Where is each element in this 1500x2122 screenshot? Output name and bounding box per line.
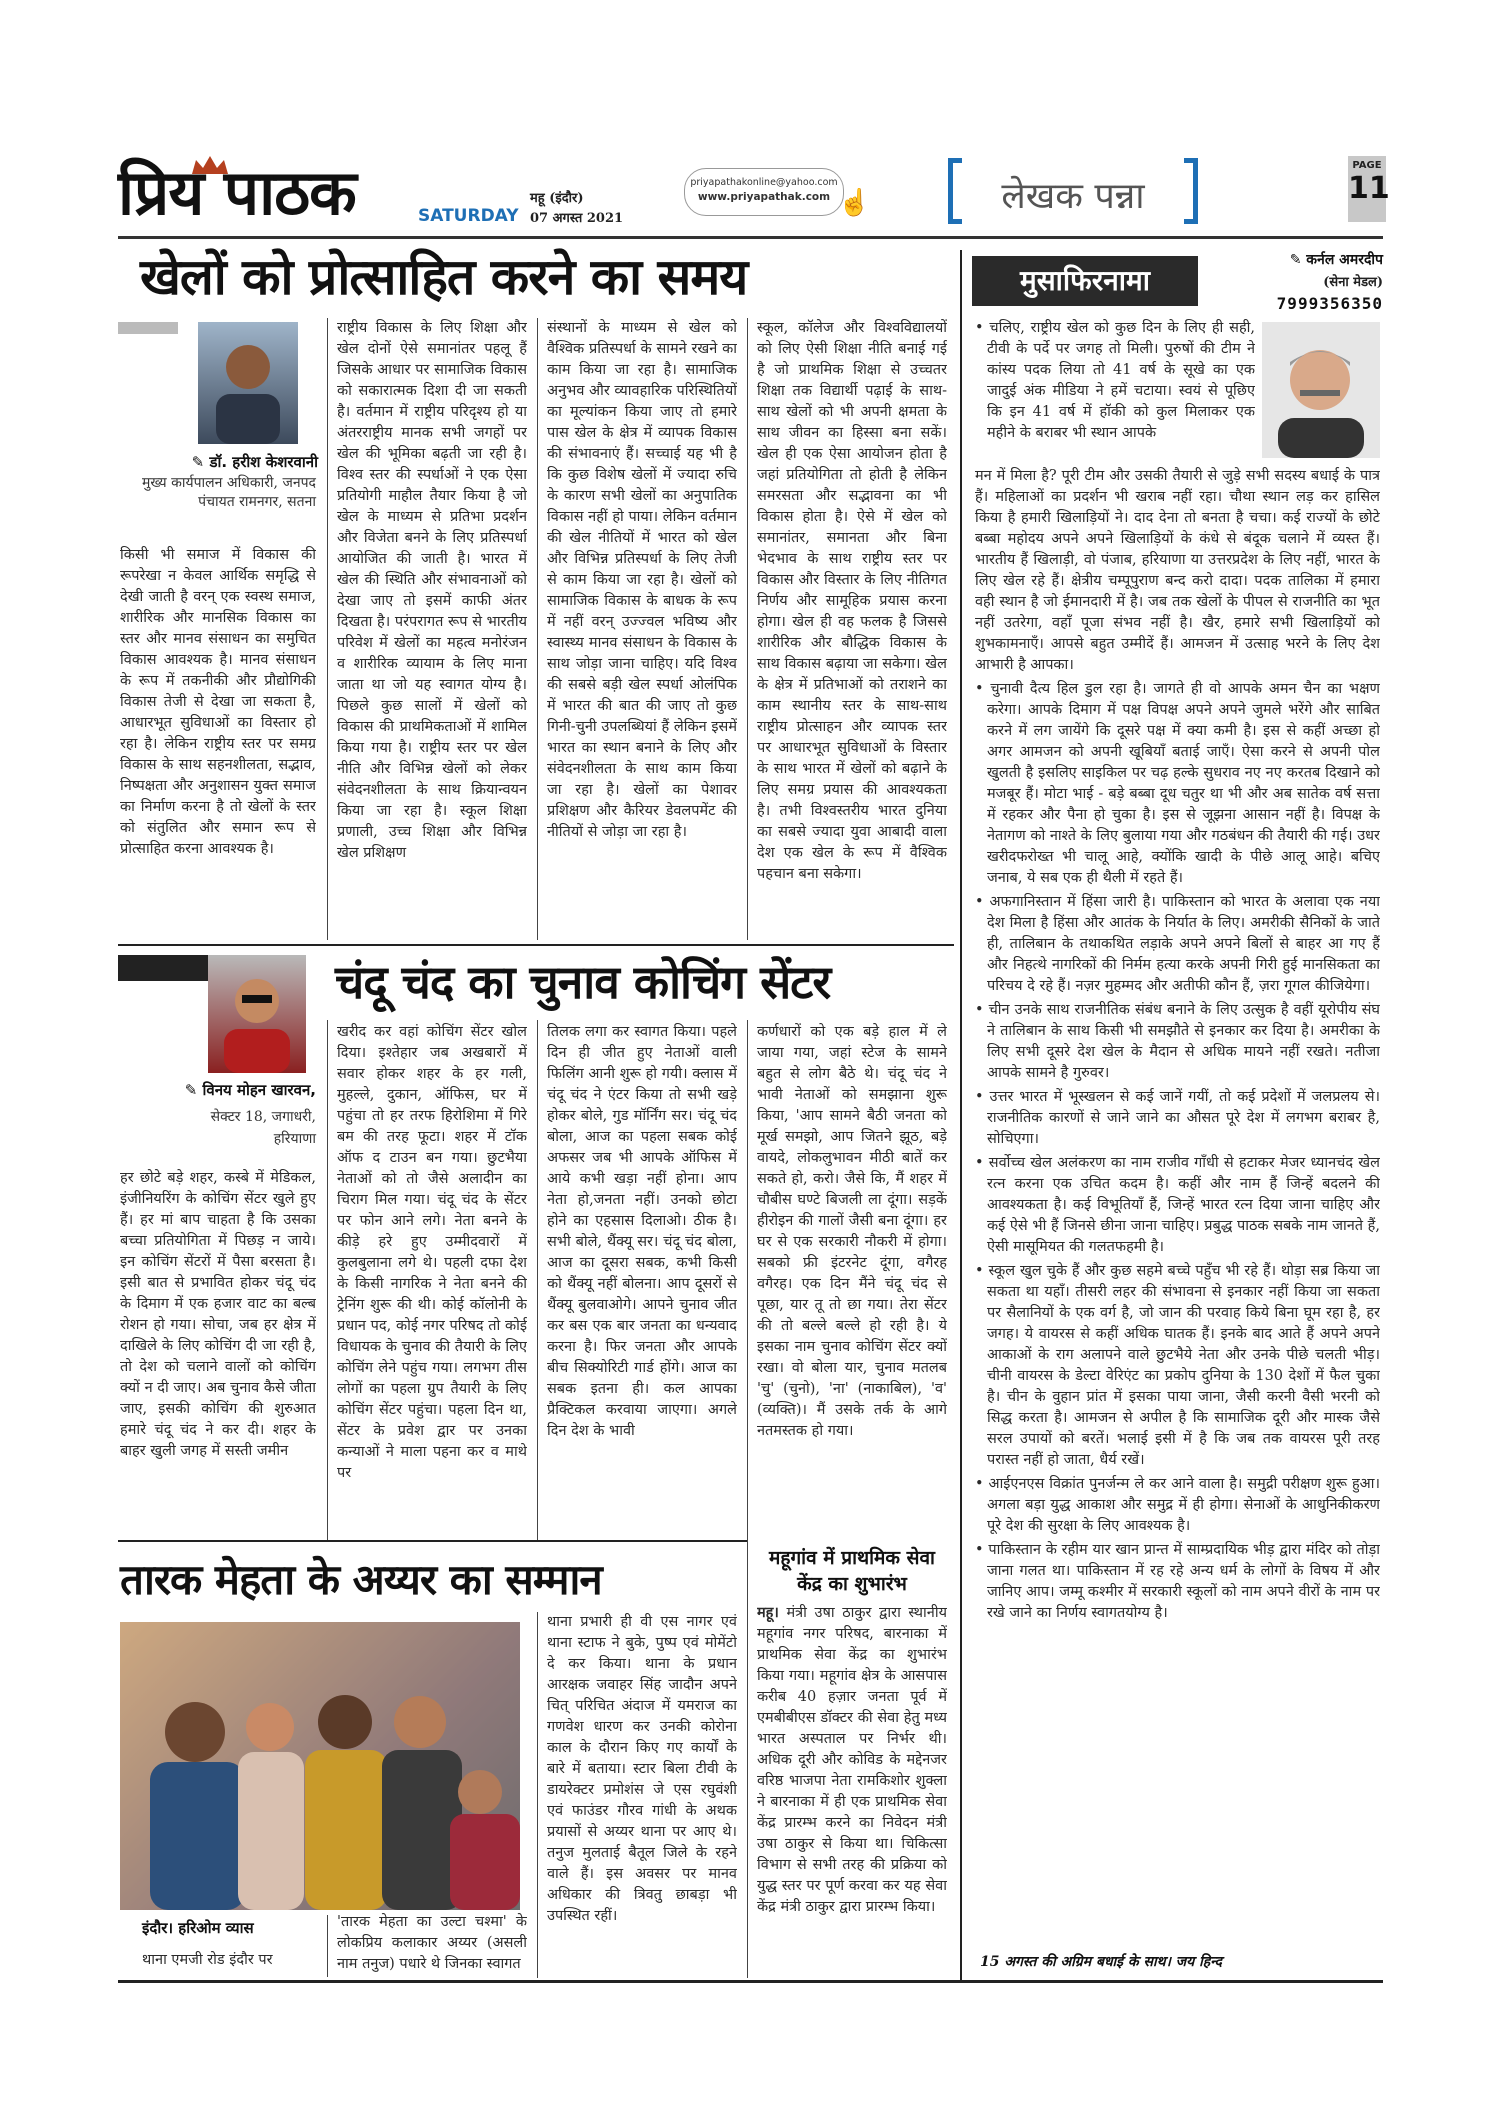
article1-col4 [757, 318, 947, 938]
article2-col4 [757, 1022, 947, 1538]
article4-headline [757, 1545, 947, 1597]
divider [327, 1020, 328, 1540]
column-author-note: (सेना मेडल) [1323, 275, 1383, 290]
divider [960, 250, 962, 1980]
article2-col4-text: कर्णधारों को एक बड़े हाल में ले जाया गया, जहां स्टेज के सामने बहुत से लोग बैठे थे। चंदू चंद ने भावी नेताओं को समझाना शुरू किया, 'आप सामने बैठी जनता को मूर्ख समझो, आप जितने झूठ, बड़े वायदे, लोकलुभावन मीठी बातें कर सकते हो, करो। जैसे कि, मैं शहर में चौबीस घण्टे बिजली ला दूंगा। सड़कें हीरोइन की गालों जैसी बना दूंगा। हर घर से एक सरकारी नौकरी में होगा। सबको फ्री इंटरनेट दूंगा, वगैरह वगैरह। एक दिन मैंने चंदू चंद से पूछा, यार तू तो छा गया। तेरा सेंटर की तो बल्ले बल्ले हो रही है। ये इसका नाम चुनाव कोचिंग सेंटर क्यों रखा। वो बोला यार, चुनाव मतलब 'चु' (चुनो), 'ना' (नाकाबिल), 'व' (व्यक्ति)। मैं उसके तर्क के आगे नतमस्तक हो गया। [757, 1024, 947, 1439]
section-title: लेखक पन्ना [1001, 176, 1145, 217]
page-number: 11 [1348, 171, 1390, 206]
article2-col3 [547, 1022, 737, 1538]
article2-author-bar [118, 955, 208, 981]
article1-col1 [120, 545, 316, 937]
article2-author-desc: सेक्टर 18, जगाधरी, हरियाणा [210, 1109, 316, 1147]
pen-icon: ✎ [191, 453, 210, 471]
article3-col2 [337, 1912, 527, 1976]
article2-col2 [337, 1022, 527, 1538]
date-label: 07 अगस्त 2021 [530, 211, 624, 226]
article3-col1-end [142, 1950, 327, 1974]
column-bullet-3: • चीन उनके साथ राजनीतिक संबंध बनाने के लिए उत्सुक है वहीं यूरोपीय संघ ने तालिबान के साथ किसी भी समझौते से इनकार कर दिया है। अमरीका के लिए सभी दूसरे देश खेल के मैदान से अधिक मायने नहीं रखते। नतीजा आपके सामने है गुरुवर। [975, 1002, 1380, 1081]
website-link[interactable]: www.priyapathak.com [697, 191, 831, 203]
email-text: priyapathakonline@yahoo.com [690, 177, 838, 188]
column-bullets [975, 466, 1380, 1946]
column-author-text: कर्नल अमरदीप [1306, 252, 1383, 268]
hand-cursor-icon: ☝ [838, 188, 871, 218]
article4-body-text: मंत्री उषा ठाकुर द्वारा स्थानीय महूगांव नगर परिषद, बारनाका में प्राथमिक सेवा केंद्र का शुभारंभ किया गया। महूगांव क्षेत्र के आसपास करीब 40 हज़ार जनता पूर्व में एमबीबीएस डॉक्टर की सेवा हेतु मध्य भारत अस्पताल पर निर्भर थी। अधिक दूरी और कोविड के मद्देनजर वरिष्ठ भाजपा नेता रामकिशोर शुक्ला ने बारनाका में ही एक प्राथमिक सेवा केंद्र प्रारम्भ करने का निवेदन मंत्री उषा ठाकुर से किया था। चिकित्सा विभाग से सभी तरह की प्रक्रिया को युद्ध स्तर पर पूर्ण करवा कर यह सेवा केंद्र मंत्री ठाकुर द्वारा प्रारम्भ किया। [757, 1605, 947, 1915]
masthead [118, 148, 1390, 238]
article1-col4-text: स्कूल, कॉलेज और विश्वविद्यालयों को लिए ऐसी शिक्षा नीति बनाई गई है जो प्राथमिक शिक्षा से उच्चतर शिक्षा तक विद्यार्थी पढ़ाई के साथ-साथ खेलों को भी अपनी क्षमता के साथ जीवन का हिस्सा बना सकें। खेल ही एक ऐसा आयोजन होता है जहां प्रतियोगिता तो होती है लेकिन समरसता और सद्भावना का भी विकास होता है। ऐसे में खेल को समानांतर, समानता और बिना भेदभाव के साथ राष्ट्रीय स्तर पर विकास और विस्तार के लिए नीतिगत निर्णय और सामूहिक प्रयास करना होगा। खेल ही वह फलक है जिससे शारीरिक और बौद्धिक विकास के साथ विकास बढ़ाया जा सकेगा। खेल के क्षेत्र में प्रतिभाओं को तराशने का काम स्थानीय स्तर के साथ-साथ राष्ट्रीय प्रोत्साहन और व्यापक स्तर पर आधारभूत सुविधाओं के विस्तार के साथ भारत में खेलों को बढ़ाने के लिए समग्र प्रयास की आवश्यकता है। तभी विश्वस्तरीय भारत दुनिया का सबसे ज्यादा युवा आबादी वाला देश एक खेल के रूप में वैश्विक पहचान बना सकेगा। [757, 320, 947, 882]
article4-headline-line1: महूगांव में प्राथमिक सेवा [769, 1547, 935, 1569]
column-bullet-text: मन में मिला है? पूरी टीम और उसकी तैयारी से जुड़े सभी सदस्य बधाई के पात्र हैं। महिलाओं का प्रदर्शन भी खराब नहीं रहा। चौथा स्थान लड़ कर हासिल किया है हमारी खिलाड़ियों ने। दाद देना तो बनता है चचा। कई राज्यों के छोटे बब्बा महोदय अपने अपने खिलाड़ियों के कंधे से बंदूक चलाने में व्यस्त हैं। भारतीय हैं खिलाड़ी, वो पंजाब, हरियाणा या उत्तरप्रदेश के लिए नहीं, भारत के लिए खेल रहे हैं। क्षेत्रीय चम्पूपुराण बन्द करो दादा। पदक तालिका में हमारा वही स्थान है जो ईमानदारी में है। जब तक खेलों के पीपल से राजनीति का भूत नहीं उतरेगा, वहाँ पूजा संभव नहीं है। खैर, हमारे सभी खिलाड़ियों को शुभकामनाएँ। आपसे बहुत उम्मीदें हैं। आमजन में उत्साह भरने के लिए देश आभारी है आपका। [975, 468, 1380, 673]
article1-col1-text: किसी भी समाज में विकास की रूपरेखा न केवल आर्थिक समृद्धि से देखी जाती है वरन् एक स्वस्थ समाज, शारीरिक और मानसिक विकास का स्तर और मानव संसाधन का समुचित विकास आवश्यक है। मानव संसाधन के रूप में तकनीकी और प्रौद्योगिकी विकास तेजी से देखा जा सकता है, आधारभूत सुविधाओं का विस्तार हो रहा है। लेकिन राष्ट्रीय स्तर पर समग्र विकास के साथ सहनशीलता, सद्भाव, निष्पक्षता और अनुशासन युक्त समाज का निर्माण करना है तो खेलों के स्तर को संतुलित और समान रूप से प्रोत्साहित करना आवश्यक है। [120, 547, 316, 857]
masthead-rule [118, 236, 1383, 239]
column-title-box [972, 256, 1198, 306]
column-bullet-text: चुनावी दैत्य हिल डुल रहा है। जागते ही वो आपके अमन चैन का भक्षण करेगा। आपके दिमाग में पक्ष विपक्ष अपने अपने जुमले भरेंगे और साबित करने में लग जायेंगे कि दूसरे पक्ष में क्या कमी है। इस से कहीं अच्छा हो अगर आमजन को अपनी खूबियाँ बताई जाएँ। ऐसा करने से अपनी पोल खुलती है इसलिए साइकिल पर चढ़ हल्के सुधराव नए नए करतब दिखाने को मजबूर हैं। मोटा भाई - बड़े बब्बा दूध चतुर था भी और अब सातेक वर्ष सत्ता में रहकर और पैना हो चुका है। इस से जूझना आसान नहीं है। विपक्ष के नेतागण को नाश्ते के लिए बुलाया गया और गठबंधन की तैयारी की गई। उधर खरीदफरोख्त भी चालू आहे, क्योंकि खादी के पीछे आलू आहे। बचिए जनाब, ये सब एक ही थैली में रहते हैं। [987, 681, 1380, 886]
column-bullet-text: स्कूल खुल चुके हैं और कुछ सहमे बच्चे पहुँच भी रहे हैं। थोड़ा सब्र किया जा सकता था यहाँ। तीसरी लहर की संभावना से इनकार नहीं किया जा सकता पर सैलानियों के एक वर्ग है, जो जान की परवाह किये बिना घूम रहा है, हर जगह। ये वायरस से कहीं अधिक घातक हैं। इनके बाद आते हैं अपने अपने आकाओं के राग अलापने वाले छुटभैये नेता और उनके पीछे चलती भीड़। चीनी वायरस के डेल्टा वेरिएंट का प्रकोप दुनिया के 130 देशों में फैल चुका है। चीन के वुहान प्रांत में इसका पाया जाना, जैसी करनी वैसी भरनी को सिद्ध करता है। आमजन से अपील है कि सामाजिक दूरी और मास्क जैसे सरल उपायों को बरतें। भलाई इसी में है कि जब तक वायरस पूरी तरह परास्त नहीं हो जाता, धैर्य रखें। [987, 1263, 1380, 1468]
article2-author-text: विनय मोहन खारवन, [202, 1081, 316, 1099]
page-number-box [1348, 156, 1390, 222]
column-author-photo [1262, 322, 1380, 458]
column-intro-text: • चलिए, राष्ट्रीय खेल को कुछ दिन के लिए ही सही, टीवी के पर्दे पर जगह तो मिली। पुरुषों की टीम ने कांस्य पदक लिया तो 41 वर्ष के सूखे का एक जादुई अंक मीडिया ने हमें चटाया। स्वयं से पूछिए कि इन 41 वर्ष में हॉकी को कुल मिलाकर एक महीने के बराबर भी स्थान आपके [975, 320, 1255, 441]
column-bullet-text: सर्वोच्च खेल अलंकरण का नाम राजीव गाँधी से हटाकर मेजर ध्यानचंद खेल रत्न करना एक उचित कदम है। कहीं और नाम हैं जिन्हें बदलने की आवश्यकता है। कई विभूतियाँ हैं, जिन्हें भारत रत्न दिया जाना चाहिए और कई ऐसे भी हैं जिनसे छीना जाना चाहिए। प्रबुद्ध पाठक सबके नाम जानते हैं, ऐसी मासूमियत की गलतफहमी है। [987, 1155, 1380, 1255]
article3-headline: तारक मेहता के अय्यर का सम्मान [120, 1555, 602, 1604]
article3-col2-text: 'तारक मेहता का उल्टा चश्मा' के लोकप्रिय कलाकार अय्यर (असली नाम तनुज) पधारे थे जिनका स्वागत [337, 1914, 527, 1972]
article2-col3-text: तिलक लगा कर स्वागत किया। पहले दिन ही जीत हुए नेताओं वाली फिलिंग आनी शुरू हो गयी। क्लास में चंदू चंद ने एंटर किया तो सभी खड़े होकर बोले, गुड मॉर्निंग सर। चंदू चंद बोला, आज का पहला सबक कोई अफसर जब भी आपके ऑफिस में आये कभी खड़ा नहीं होना। आप नेता हो,जनता नहीं। उनको छोटा होने का एहसास दिलाओ। ठीक है। सभी बोले, थैंक्यू सर। चंदू चंद बोला, आज का दूसरा सबक, कभी किसी को थैंक्यू नहीं बोलना। आप दूसरों से थैंक्यू बुलवाओगे। आपने चुनाव जीत कर बस एक बार जनता का धन्यवाद करना है। फिर जनता और आपके बीच सिक्योरिटी गार्ड होंगे। आज का सबक इतना ही। कल आपका प्रैक्टिकल करवाया जाएगा। अगले दिन देश के भावी [547, 1024, 737, 1439]
divider [747, 1540, 748, 1978]
column-phone: 7999356350 [1276, 294, 1383, 313]
column-bullet-8: • पाकिस्तान के रहीम यार खान प्रान्त में साम्प्रदायिक भीड़ द्वारा मंदिर को तोड़ा जाना गलत था। पाकिस्तान में रह रहे अन्य धर्म के लोगों के विषय में और जानिए आप। जम्मू कश्मीर में सरकारी स्कूलों को नाम अपने वीरों के नाम पर रखे जाने का निर्णय स्वागतयोग्य है। [975, 1542, 1380, 1621]
column-bullet-text: आईएनएस विक्रांत पुनर्जन्म ले कर आने वाला है। समुद्री परीक्षण शुरू हुआ। अगला बड़ा युद्ध आकाश और समुद्र में ही होगा। सेनाओं के आधुनिकीकरण पूरे देश की सुरक्षा के लिए आवश्यक है। [987, 1476, 1380, 1534]
article2-headline: चंदू चंद का चुनाव कोचिंग सेंटर [335, 955, 831, 1009]
column-intro [975, 318, 1255, 468]
article1-author-name [148, 452, 318, 472]
divider [537, 1612, 538, 1978]
divider [327, 318, 328, 940]
divider [747, 1020, 748, 1540]
column-closing: 15 अगस्त की अग्रिम बधाई के साथ। जय हिन्द [980, 1954, 1222, 1970]
pen-icon: ✎ [184, 1081, 203, 1099]
section-title-box [948, 158, 1198, 226]
column-bullet-1: • चुनावी दैत्य हिल डुल रहा है। जागते ही वो आपके अमन चैन का भक्षण करेगा। आपके दिमाग में पक्ष विपक्ष अपने अपने जुमले भरेंगे और साबित करने में लग जायेंगे कि दूसरे पक्ष में क्या कमी है। इस से कहीं अच्छा हो अगर आमजन को अपनी खूबियाँ बताई जाएँ। ऐसा करने से अपनी पोल खुलती है इसलिए साइकिल पर चढ़ हल्के सुधराव नए नए करतब दिखाने को मजबूर हैं। मोटा भाई - बड़े बब्बा दूध चतुर था भी और अब सातेक वर्ष सत्ता में रहकर और पैना हो चुका है। इस से जूझना आसान नहीं है। विपक्ष के नेतागण को नाश्ते के लिए बुलाया गया और गठबंधन की तैयारी की गई। उधर खरीदफरोख्त भी चालू आहे, क्योंकि खादी के पीछे आलू आहे। बचिए जनाब, ये सब एक ही थैली में रहते हैं। [975, 681, 1380, 886]
column-bullet-text: अफगानिस्तान में हिंसा जारी है। पाकिस्तान को भारत के अलावा एक नया देश मिला है हिंसा और आतंक के निर्यात के लिए। अमरीकी सैनिकों के जाते ही, तालिबान के तथाकथित लड़ाके अपने अपने बिलों से बाहर आ गए हैं और निहत्थे नागरिकों की निर्मम हत्या करके अपनी गिरी हुई मानसिकता का परिचय दे रहे हैं। नज़र मुहम्मद और अतीफी कौन हैं, ज़रा गूगल कीजियेगा। [987, 894, 1380, 994]
article1-col2 [337, 318, 527, 938]
divider [537, 1020, 538, 1540]
article4-body [757, 1602, 947, 1978]
column-bullet-7: • आईएनएस विक्रांत पुनर्जन्म ले कर आने वाला है। समुद्री परीक्षण शुरू हुआ। अगला बड़ा युद्ध आकाश और समुद्र में ही होगा। सेनाओं के आधुनिकीकरण पूरे देश की सुरक्षा के लिए आवश्यक है। [975, 1476, 1380, 1534]
column-bullet-2: • अफगानिस्तान में हिंसा जारी है। पाकिस्तान को भारत के अलावा एक नया देश मिला है हिंसा और आतंक के निर्यात के लिए। अमरीकी सैनिकों के जाते ही, तालिबान के तथाकथित लड़ाके अपने अपने बिलों से बाहर आ गए हैं और निहत्थे नागरिकों की निर्मम हत्या करके अपनी गिरी हुई मानसिकता का परिचय दे रहे हैं। नज़र मुहम्मद और अतीफी कौन हैं, ज़रा गूगल कीजियेगा। [975, 894, 1380, 994]
column-bullet-text: पाकिस्तान के रहीम यार खान प्रान्त में साम्प्रदायिक भीड़ द्वारा मंदिर को तोड़ा जाना गलत था। पाकिस्तान में रह रहे अन्य धर्म के लोगों के विषय में और जानिए आप। जम्मू कश्मीर में सरकारी स्कूलों को नाम अपने वीरों के नाम पर रखे जाने का निर्णय स्वागतयोग्य है। [987, 1542, 1380, 1621]
article1-author-desc: मुख्य कार्यपालन अधिकारी, जनपद पंचायत रामनगर, सतना [141, 475, 316, 510]
article3-col3 [547, 1612, 737, 1978]
section-rule [118, 944, 954, 946]
page-label: PAGE [1352, 160, 1382, 171]
column-bullet-text: उत्तर भारत में भूस्खलन से कई जानें गयीं, तो कई प्रदेशों में जलप्रलय से। राजनीतिक कारणों से जाने जाने का औसत पूरे देश में लगभग बराबर है, सोचिएगा। [987, 1089, 1380, 1147]
column-intro-span: चलिए, राष्ट्रीय खेल को कुछ दिन के लिए ही सही, टीवी के पर्दे पर जगह तो मिली। पुरुषों की टीम ने कांस्य पदक लिया तो 41 वर्ष के सूखे का एक जादुई अंक मीडिया ने हमें चटाया। स्वयं से पूछिए कि इन 41 वर्ष में हॉकी को कुल मिलाकर एक महीने के बराबर भी स्थान आपके [987, 320, 1255, 441]
article2-col1 [120, 1168, 316, 1538]
article4-paragraph [757, 1602, 947, 1918]
column-bullet-0 [975, 466, 1380, 676]
article4-lead: महू। [757, 1604, 779, 1621]
column-bullet-5: • सर्वोच्च खेल अलंकरण का नाम राजीव गाँधी से हटाकर मेजर ध्यानचंद खेल रत्न करना एक उचित कदम है। कहीं और नाम हैं जिन्हें बदलने की आवश्यकता है। कई विभूतियाँ हैं, जिन्हें भारत रत्न दिया जाना चाहिए और कई ऐसे भी हैं जिनसे छीना जाना चाहिए। प्रबुद्ध पाठक सबके नाम जानते हैं, ऐसी मासूमियत की गलतफहमी है। [975, 1155, 1380, 1255]
article1-headline: खेलों को प्रोत्साहित करने का समय [140, 247, 748, 306]
divider [537, 318, 538, 940]
article1-col3-text: संस्थानों के माध्यम से खेल को वैश्विक प्रतिस्पर्धा के सामने रखने का काम किया जा रहा है। सामाजिक अनुभव और व्यावहारिक परिस्थितियों का मूल्यांकन किया जाए तो हमारे पास खेल के क्षेत्र में व्यापक विकास की संभावनाएं हैं। सच्चाई यह भी है कि कुछ विशेष खेलों में ज्यादा रुचि के कारण सभी खेलों का अनुपातिक विकास नहीं हो पाया। लेकिन वर्तमान की खेल नीतियों में भारत को खेल और विभिन्न प्रतिस्पर्धा के लिए तेजी से काम किया जा रहा है। खेलों को सामाजिक विकास के बाधक के रूप में नहीं वरन् उज्ज्वल भविष्य और स्वास्थ्य मानव संसाधन के विकास के साथ जोड़ा जाना चाहिए। यदि विश्व की सबसे बड़ी खेल स्पर्धा ओलंपिक में भारत की बात की जाए तो कुछ गिनी-चुनी उपलब्धियां हैं लेकिन इसमें भारत का स्थान बनाने के लिए और संवेदनशीलता के साथ काम किया जा रहा है। खेलों का पेशावर प्रशिक्षण और कैरियर डेवलपमेंट की नीतियों से जोड़ा जा रहा है। [547, 320, 737, 840]
article3-col3-text: थाना प्रभारी ही वी एस नागर एवं थाना स्टाफ ने बुके, पुष्प एवं मोमेंटो दे कर किया। थाना के प्रधान आरक्षक जवाहर सिंह जादौन अपने चित् परिचित अंदाज में यमराज का गणवेश धारण कर उनकी कोरोना काल के दौरान किए गए कार्यों के बारे में बताया। स्टार बिला टीवी के डायरेक्टर प्रमोशंस जे एस रघुवंशी एवं फाउंडर गौरव गांधी के अथक प्रयासों से अय्यर थाना पर आए थे। तनुज मुलताई बैतूल जिले के रहने वाले हैं। इस अवसर पर मानव अधिकार की त्रिवतु छाबड़ा भी उपस्थित रहीं। [547, 1614, 737, 1924]
article3-col1-text: थाना एमजी रोड इंदौर पर [142, 1952, 273, 1968]
article2-author-name [120, 1080, 316, 1100]
article1-author-photo [198, 322, 298, 444]
article3-photo [120, 1622, 520, 1910]
divider [327, 1915, 328, 1977]
day-label: SATURDAY [418, 206, 519, 226]
article1-col2-text: राष्ट्रीय विकास के लिए शिक्षा और खेल दोनों ऐसे समानांतर पहलू हैं जिसके आधार पर सामाजिक विकास को सकारात्मक दिशा दी जा सकती है। वर्तमान में राष्ट्रीय परिदृश्य हो या अंतरराष्ट्रीय मानक सभी जगहों पर खेल की भूमिका बढ़ती जा रही है। विश्व स्तर की स्पर्धाओं ने एक ऐसा प्रतियोगी माहौल तैयार किया है जो खेल के माध्यम से प्रतिभा प्रदर्शन और विजेता बनने के लिए प्रतिस्पर्धा आयोजित की जाती है। भारत में खेल की स्थिति और संभावनाओं को देखा जाए तो इसमें काफी अंतर दिखता है। परंपरागत रूप से भारतीय परिवेश में खेलों का महत्व मनोरंजन व शारीरिक व्यायाम के लिए माना जाता था जो यह स्वागत योग्य है। पिछले कुछ सालों में खेलों को विकास की प्राथमिकताओं में शामिल किया गया है। राष्ट्रीय स्तर पर खेल नीति और विभिन्न खेलों को लेकर संवेदनशीलता के साथ क्रियान्वयन किया जा रहा है। स्कूल शिक्षा प्रणाली, उच्च शिक्षा और विभिन्न खेल प्रशिक्षण [337, 320, 527, 861]
column-bullet-text: चीन उनके साथ राजनीतिक संबंध बनाने के लिए उत्सुक है वहीं यूरोपीय संघ ने तालिबान के साथ किसी भी समझौते से इनकार कर दिया है। अमरीका के लिए सभी दूसरे देश खेल के मैदान से अधिक मायने नहीं रखते। नतीजा आपके सामने है गुरुवर। [987, 1002, 1380, 1081]
section-rule [118, 1540, 748, 1542]
article2-col1-text: हर छोटे बड़े शहर, कस्बे में मेडिकल, इंजीनियरिंग के कोचिंग सेंटर खुले हुए हैं। हर मां बाप चाहता है कि उसका बच्चा प्रतियोगिता में पिछड़ न जाये। इन कोचिंग सेंटरों में पैसा बरसता है। इसी बात से प्रभावित होकर चंदू चंद के दिमाग में एक हजार वाट का बल्ब रोशन हो गया। सोचा, जब हर क्षेत्र में दाखिले के लिए कोचिंग दी जा रही है, तो देश को चलाने वालों को कोचिंग क्यों न दी जाए। अब चुनाव कैसे जीता जाए, इसकी कोचिंग की शुरुआत हमारे चंदू चंद ने कर दी। शहर के बाहर खुली जगह में सस्ती जमीन [120, 1170, 316, 1459]
article4-headline-line2: केंद्र का शुभारंभ [797, 1573, 907, 1595]
article1-col3 [547, 318, 737, 938]
column-bullet-6: • स्कूल खुल चुके हैं और कुछ सहमे बच्चे पहुँच भी रहे हैं। थोड़ा सब्र किया जा सकता था यहाँ। तीसरी लहर की संभावना से इनकार नहीं किया जा सकता पर सैलानियों के एक वर्ग है, जो जान की परवाह किये बिना घूम रहा है, हर जगह। ये वायरस से कहीं अधिक घातक हैं। इनके बाद आते हैं अपने अपने आकाओं के राग अलापने वाले छुटभैये नेता और उनके पीछे चलती भीड़। चीनी वायरस के डेल्टा वेरिएंट का प्रकोप दुनिया के 130 देशों में फैल चुका है। चीन के वुहान प्रांत में इसका पाया जाना, जैसी करनी वैसी भरनी को सिद्ध करता है। आमजन से अपील है कि सामाजिक दूरी और मास्क जैसे सरल उपायों को बरतें। भलाई इसी में है कि जब तक वायरस पूरी तरह परास्त नहीं हो जाता, धैर्य रखें। [975, 1263, 1380, 1468]
column-author [1205, 250, 1383, 269]
contact-box [684, 168, 844, 216]
pen-icon: ✎ [1289, 252, 1307, 268]
article2-col2-text: खरीद कर वहां कोचिंग सेंटर खोल दिया। इश्तेहार जब अखबारों में सवार होकर शहर के हर गली, मुहल्ले, दुकान, ऑफिस, घर में पहुंचा तो हर तरफ हिरोशिमा में गिरे बम की तरह फूटा। शहर में टॉक ऑफ द टाउन बन गया। छुटभैया नेताओं को तो जैसे अलादीन का चिराग मिल गया। चंदू चंद के सेंटर पर फोन आने लगे। नेता बनने के कीड़े हरे हुए उम्मीदवारों में कुलबुलाना लगे थे। पहली दफा देश के किसी नागरिक ने नेता बनने की ट्रेनिंग शुरू की थी। कोई कॉलोनी के प्रधान पद, कोई नगर परिषद तो कोई विधायक के चुनाव की तैयारी के लिए कोचिंग लेने पहुंच गया। लगभग तीस लोगों का पहला ग्रुप तैयारी के लिए कोचिंग सेंटर पहुंचा। पहला दिन था, सेंटर के प्रवेश द्वार पर उनका कन्याओं ने माला पहना कर व माथे पर [337, 1024, 527, 1481]
page-bottom-rule [118, 1980, 1383, 1983]
divider [747, 318, 748, 940]
article1-author-text: डॉ. हरीश केशरवानी [209, 453, 318, 471]
paper-name: प्रिय पाठक [118, 156, 356, 229]
column-bullet-4: • उत्तर भारत में भूस्खलन से कई जानें गयीं, तो कई प्रदेशों में जलप्रलय से। राजनीतिक कारणों से जाने जाने का औसत पूरे देश में लगभग बराबर है, सोचिएगा। [975, 1089, 1380, 1147]
place-label: महू (इंदौर) [530, 191, 584, 206]
column-title: मुसाफिरनामा [1019, 264, 1150, 297]
article2-author-photo [208, 955, 306, 1073]
article1-author-bar [118, 322, 178, 334]
article3-byline: इंदौर। हरिओम व्यास [142, 1919, 254, 1937]
